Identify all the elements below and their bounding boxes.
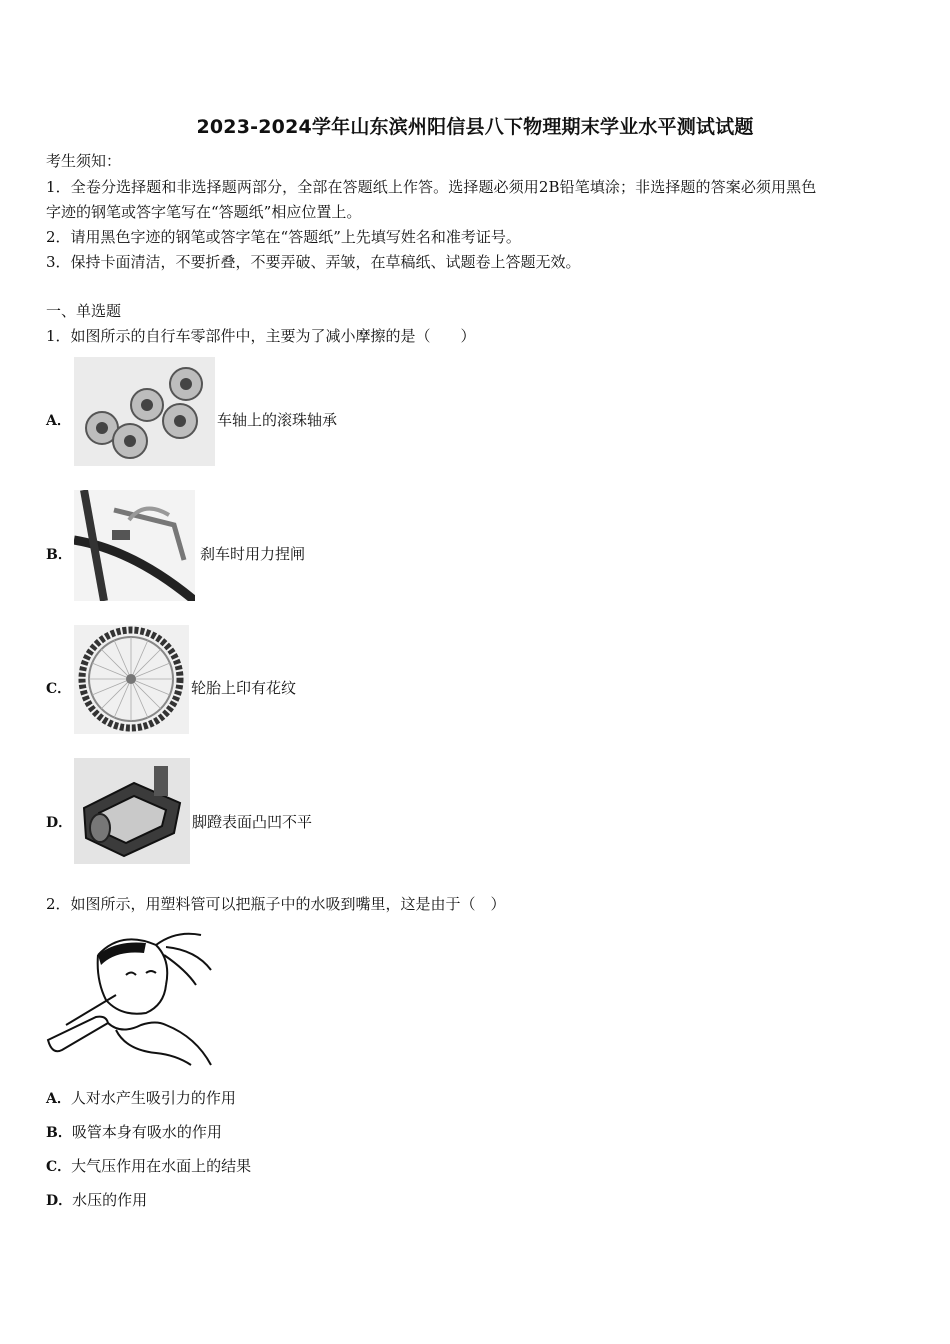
question-2-stem: 2．如图所示，用塑料管可以把瓶子中的水吸到嘴里，这是由于（ ） [46,895,506,913]
bicycle-brake-image [74,490,195,601]
q2-option-c-text: 大气压作用在水面上的结果 [71,1157,252,1175]
q2-option-d [46,1189,147,1210]
q2-option-b-letter: B． [46,1125,72,1141]
notice-item-1-line-2: 字迹的钢笔或答字笔写在“答题纸”相应位置上。 [46,203,362,221]
ball-bearing-image [74,357,215,466]
q1-option-c-letter: C． [46,681,72,697]
q1-option-a-letter: A． [46,413,71,429]
q2-option-a-letter: A． [46,1091,71,1107]
q2-option-c-letter: C． [46,1159,72,1175]
section-heading: 一、单选题 [46,302,122,320]
q1-option-d-text: 脚蹬表面凸凹不平 [192,813,313,831]
q1-option-a-text: 车轴上的滚珠轴承 [217,411,338,429]
notice-item-3: 3．保持卡面清洁，不要折叠，不要弄破、弄皱，在草稿纸、试题卷上答题无效。 [46,253,581,271]
q2-option-b-text: 吸管本身有吸水的作用 [71,1123,222,1141]
q2-option-a [46,1087,236,1108]
notice-item-2: 2．请用黑色字迹的钢笔或答字笔在“答题纸”上先填写姓名和准考证号。 [46,228,521,246]
q1-option-c-text: 轮胎上印有花纹 [191,679,297,697]
q2-option-d-text: 水压的作用 [72,1191,148,1209]
girl-drinking-straw-image [46,925,216,1067]
q1-option-d-letter: D． [46,815,73,831]
bicycle-tire-image [74,625,189,734]
q2-option-c [46,1155,251,1176]
q2-option-d-letter: D． [46,1193,73,1209]
q1-option-b-text: 刹车时用力捏闸 [200,545,306,563]
bicycle-pedal-image [74,758,190,864]
notice-item-1-line-1: 1．全卷分选择题和非选择题两部分，全部在答题纸上作答。选择题必须用2B铅笔填涂；非选择题的答案必须用黑色 [46,178,817,196]
q2-option-b [46,1121,222,1142]
page-title: 2023-2024学年山东滨州阳信县八下物理期末学业水平测试试题 [196,116,754,138]
q1-option-b-letter: B． [46,547,72,563]
q2-option-a-text: 人对水产生吸引力的作用 [70,1089,236,1107]
notice-heading: 考生须知： [46,152,122,170]
question-1-stem: 1．如图所示的自行车零部件中，主要为了减小摩擦的是（ ） [46,327,476,345]
